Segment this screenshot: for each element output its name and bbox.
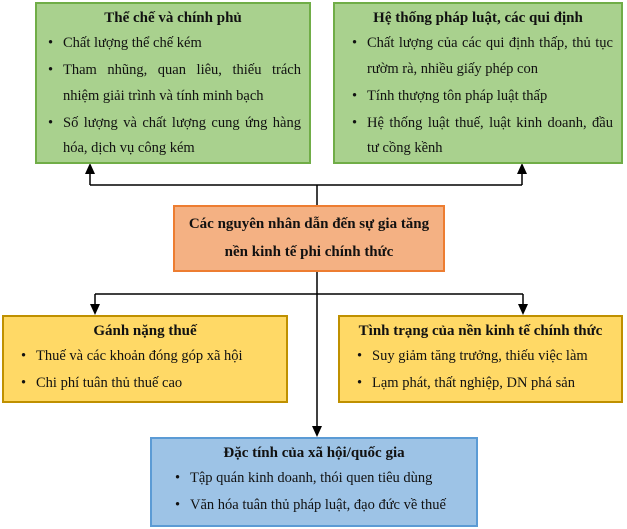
bullet-item: • Hệ thống luật thuế, luật kinh doanh, đầu tư cồng kềnh [367,111,613,163]
box-title: Đặc tính của xã hội/quốc gia [223,445,405,461]
box-title: Hệ thống pháp luật, các qui định [373,10,583,26]
bullet-item: • Tập quán kinh doanh, thói quen tiêu dùng [190,466,468,492]
box-legal-system [333,2,623,164]
bullet-item: • Lạm phát, thất nghiệp, DN phá sản [372,371,613,397]
central-title: Các nguyên nhân dẫn đến sự gia tăng nền kinh tế phi chính thức [188,215,430,260]
bullet-item: • Chất lượng thể chế kém [63,31,301,57]
bullet-list [346,344,615,397]
box-society-characteristics [150,437,478,527]
bullet-item: • Chi phí tuân thủ thuế cao [36,371,278,397]
bullet-item: • Tính thượng tôn pháp luật thấp [367,84,613,110]
box-title: Thể chế và chính phủ [104,10,242,26]
box-tax-burden [2,315,288,403]
box-title: Tình trạng của nền kinh tế chính thức [358,323,603,339]
bullet-item: • Số lượng và chất lượng cung ứng hàng hóa, dịch vụ công kém [63,111,301,163]
bullet-item: • Tham nhũng, quan liêu, thiếu trách nhiệm giải trình và tính minh bạch [63,58,301,110]
box-institutions-government [35,2,311,164]
bullet-item: • Chất lượng của các qui định thấp, thủ tục rườm rà, nhiều giấy phép con [367,31,613,83]
bullet-list [158,466,470,519]
bullet-list [341,31,615,162]
bullet-item: • Suy giảm tăng trưởng, thiếu việc làm [372,344,613,370]
bullet-item: • Văn hóa tuân thủ pháp luật, đạo đức về thuế [190,493,468,519]
box-title: Gánh nặng thuế [93,323,197,339]
bullet-item: • Thuế và các khoản đóng góp xã hội [36,344,278,370]
box-formal-economy-status [338,315,623,403]
bullet-list [10,344,280,397]
box-central-causes [173,205,445,272]
bullet-list [43,31,303,162]
